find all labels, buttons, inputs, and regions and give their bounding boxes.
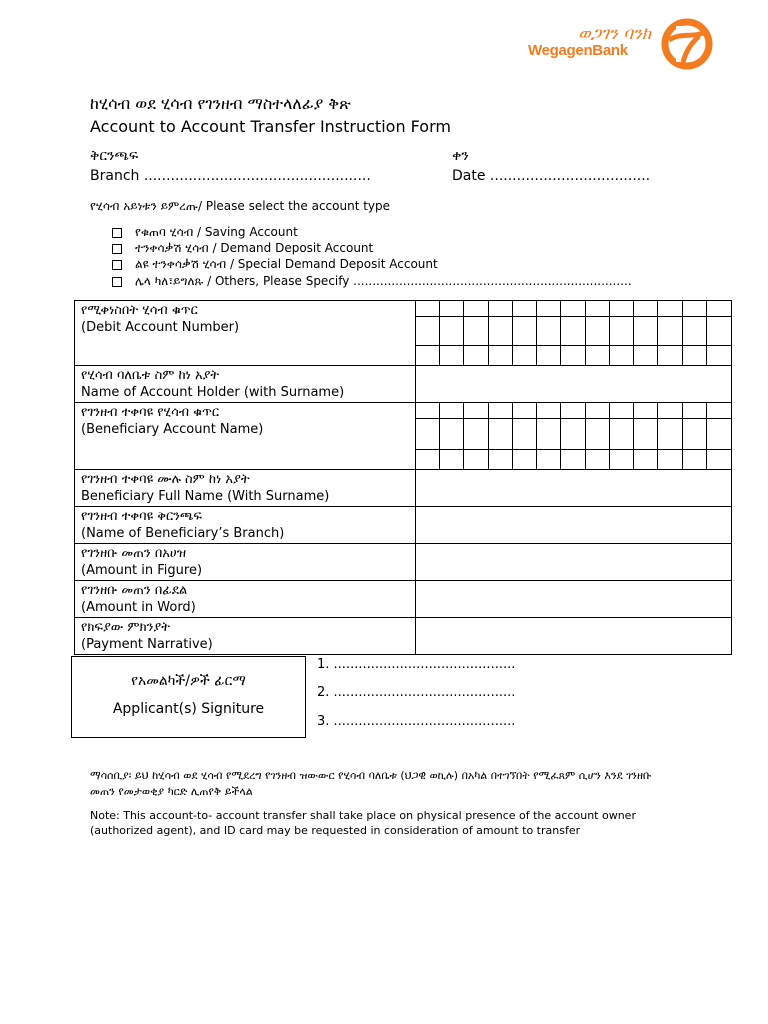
logo-amharic-text: ወጋገን ባንክ	[578, 24, 652, 44]
transfer-details-table	[74, 300, 732, 655]
table-row	[75, 581, 732, 618]
row-label	[75, 470, 416, 507]
label-amharic: የገንዘብ ተቀባዩ የሂሳብ ቁጥር	[81, 405, 220, 420]
amount-figure-field[interactable]	[416, 544, 732, 581]
option-special-demand-deposit[interactable]	[112, 257, 438, 272]
beneficiary-account-boxes[interactable]	[416, 403, 732, 470]
date-field[interactable]: Date ....................................	[452, 168, 651, 184]
label-english: Name of Account Holder (with Surname)	[81, 385, 345, 400]
label-amharic: የሚቀነስበት ሂሳብ ቁጥር	[81, 303, 198, 318]
payment-narrative-field[interactable]	[416, 618, 732, 655]
table-row	[75, 366, 732, 403]
row-label	[75, 544, 416, 581]
checkbox[interactable]	[112, 228, 122, 238]
table-row	[75, 507, 732, 544]
table-row	[75, 544, 732, 581]
row-label	[75, 301, 416, 366]
label-english: (Name of Beneficiary’s Branch)	[81, 526, 285, 541]
account-holder-name-field[interactable]	[416, 366, 732, 403]
label-amharic: የገንዘቡ መጠን በአሀዝ	[81, 546, 187, 561]
label-amharic: የሂሳብ ባለቤቱ ስም ከነ አያት	[81, 368, 220, 383]
row-label	[75, 366, 416, 403]
checkbox[interactable]	[112, 277, 122, 287]
table-row	[75, 301, 732, 366]
form-title-amharic: ከሂሳብ ወደ ሂሳብ የገንዘብ ማስተላለፊያ ቅጽ	[90, 94, 351, 113]
option-label: ሌላ ካለ፣ይግለጹ / Others, Please Specify .........................................................................	[135, 274, 632, 288]
date-label-amharic: ቀን	[452, 148, 469, 164]
table-row	[75, 403, 732, 470]
beneficiary-full-name-field[interactable]	[416, 470, 732, 507]
label-amharic: የክፍያው ምክንያት	[81, 620, 171, 635]
note-english: Note: This account-to- account transfer shall take place on physical presence of the account owner (authorized agent), and ID card may be requested in consideration of amount to transfer	[90, 809, 636, 837]
option-saving-account[interactable]	[112, 225, 298, 240]
branch-field[interactable]: Branch ...................................................	[90, 168, 371, 184]
row-label	[75, 403, 416, 470]
option-others[interactable]	[112, 274, 632, 289]
label-english: (Amount in Figure)	[81, 563, 203, 578]
checkbox[interactable]	[112, 260, 122, 270]
signature-line-3[interactable]: 3. ............................................	[317, 714, 516, 729]
logo-english-text: WegagenBank	[528, 42, 628, 59]
note-amharic: ማሳሰቢያ፡ ይህ ከሂሳብ ወደ ሂሳብ የሚደረግ የገንዘብ ዝውውር የሂሳብ ባለቤቱ (ህጋዊ ወኪሉ) በአካል በተገኘበት የሚፈጸም ሲሆን እንደ ገንዘቡ መጠን የመታወቂያ ካርድ ሊጠየቅ ይችላል	[90, 769, 652, 798]
option-label: ተንቀሳቃሽ ሂሳብ / Demand Deposit Account	[135, 241, 374, 255]
debit-account-number-boxes[interactable]	[416, 301, 732, 366]
label-english: (Debit Account Number)	[81, 320, 240, 335]
option-label: የቁጠባ ሂሳብ / Saving Account	[135, 225, 298, 239]
label-english: Beneficiary Full Name (With Surname)	[81, 489, 330, 504]
table-row	[75, 618, 732, 655]
signature-line-1[interactable]: 1. ............................................	[317, 657, 516, 672]
label-english: (Amount in Word)	[81, 600, 196, 615]
row-label	[75, 581, 416, 618]
signature-box	[71, 656, 306, 738]
row-label	[75, 618, 416, 655]
row-label	[75, 507, 416, 544]
label-amharic: የገንዘቡ መጠን በፊደል	[81, 583, 188, 598]
option-demand-deposit[interactable]	[112, 241, 373, 256]
label-amharic: የገንዘብ ተቀባዩ ሙሉ ስም ከነ አያት	[81, 472, 250, 487]
table-row	[75, 470, 732, 507]
account-type-prompt: የሂሳብ አይነቱን ይምረጡ/ Please select the account type	[90, 199, 391, 213]
signature-label-english: Applicant(s) Signiture	[112, 701, 265, 717]
signature-line-2[interactable]: 2. ............................................	[317, 685, 516, 700]
label-english: (Payment Narrative)	[81, 637, 213, 652]
amount-word-field[interactable]	[416, 581, 732, 618]
checkbox[interactable]	[112, 244, 122, 254]
branch-label-amharic: ቅርንጫፍ	[90, 148, 139, 164]
option-label: ልዩ ተንቀሳቃሽ ሂሳብ / Special Demand Deposit Account	[135, 257, 438, 271]
beneficiary-branch-field[interactable]	[416, 507, 732, 544]
form-title-english: Account to Account Transfer Instruction Form	[90, 117, 451, 136]
label-english: (Beneficiary Account Name)	[81, 422, 264, 437]
wegagen-logo-icon	[655, 18, 715, 70]
label-amharic: የገንዘብ ተቀባዩ ቅርንጫፍ	[81, 509, 202, 524]
signature-label-amharic: የአመልካች/ዎች ፊርማ	[131, 673, 246, 689]
